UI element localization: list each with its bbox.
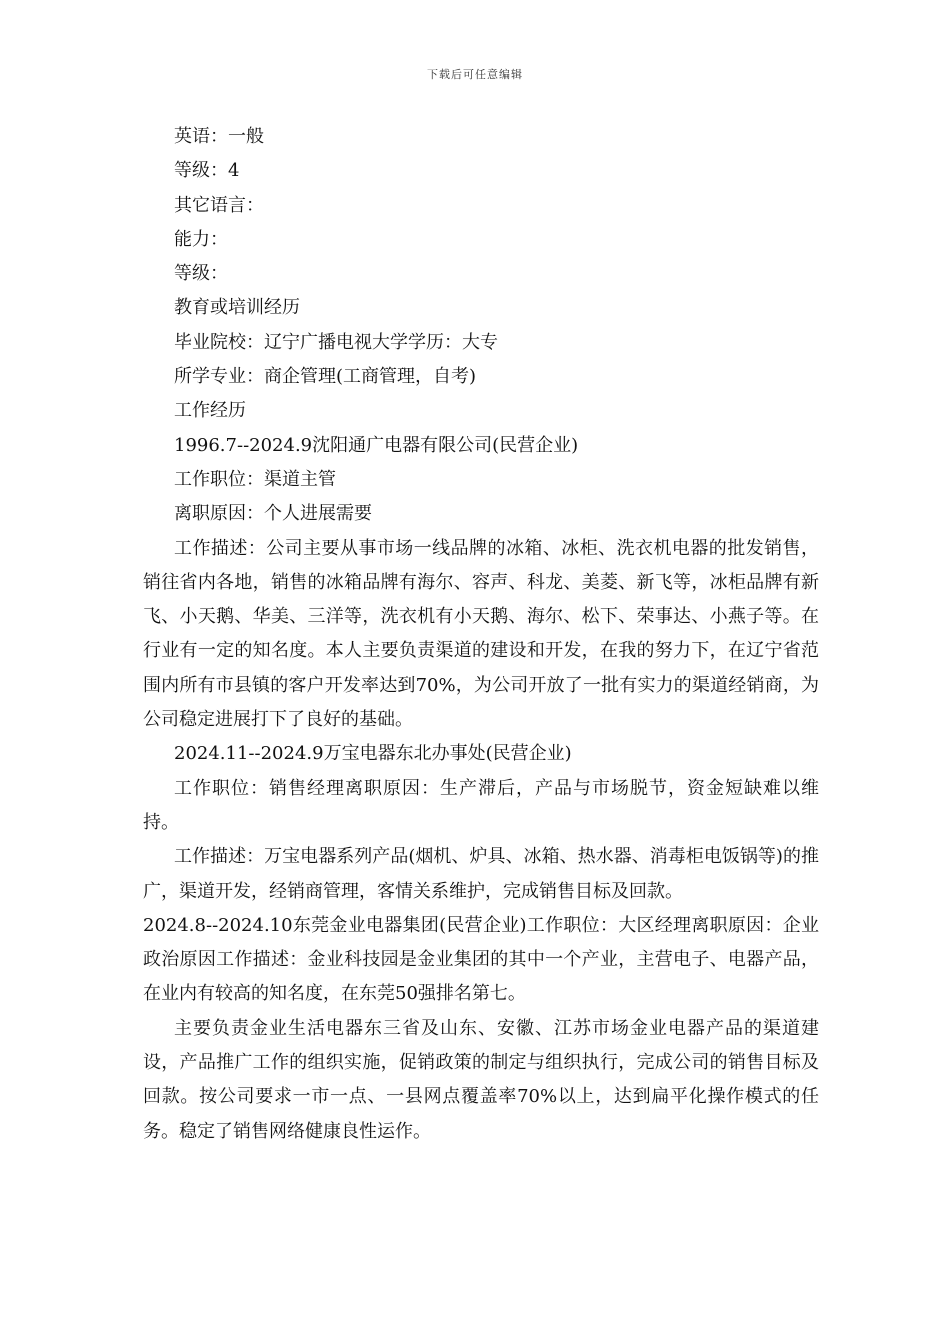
major: 所学专业：商企管理(工商管理，自考) bbox=[174, 366, 477, 388]
english-level: 英语：一般 bbox=[174, 126, 264, 147]
resume-content bbox=[143, 120, 819, 1149]
education-heading: 教育或培训经历 bbox=[174, 297, 300, 319]
job1-title: 工作职位：渠道主管 bbox=[174, 468, 336, 490]
job1-description: 工作描述：公司主要从事市场一线品牌的冰箱、冰柜、洗衣机电器的批发销售，销往省内各地，销售的冰箱品牌有海尔、容声、科龙、美菱、新飞等，冰柜品牌有新飞、小天鹅、华美、三洋等，洗衣机有小天鹅、海尔、松下、荣事达、小燕子等。在行业有一定的知名度。本人主要负责渠道的建设和开发，在我的努力下，在辽宁省范围内所有市县镇的客户开发率达到70%，为公司开放了一批有实力的渠道经销商，为公司稳定进展打下了良好的基础。 bbox=[143, 537, 819, 731]
work-experience-heading: 工作经历 bbox=[174, 400, 246, 422]
job2-title: 工作职位：销售经理离职原因：生产滞后，产品与市场脱节，资金短缺难以维持。 bbox=[143, 777, 819, 833]
graduate-school: 毕业院校：辽宁广播电视大学学历：大专 bbox=[174, 331, 498, 353]
header-note: 下载后可任意编辑 bbox=[427, 68, 523, 81]
other-language-ability: 能力： bbox=[174, 228, 228, 250]
job2-description: 工作描述：万宝电器系列产品(烟机、炉具、冰箱、热水器、消毒柜电饭锅等)的推广，渠道开发，经销商管理，客情关系维护，完成销售目标及回款。 bbox=[143, 846, 819, 902]
other-language-grade: 等级： bbox=[174, 263, 228, 285]
job1-leave-reason: 离职原因：个人进展需要 bbox=[174, 503, 372, 525]
job3-duties: 主要负责金业生活电器东三省及山东、安徽、江苏市场金业电器产品的渠道建设，产品推广工作的组织实施，促销政策的制定与组织执行，完成公司的销售目标及回款。按公司要求一市一点、一县网点覆盖率70%以上，达到扁平化操作模式的任务。稳定了销售网络健康良性运作。 bbox=[143, 1017, 819, 1142]
job1-period: 1996.7--2024.9沈阳通广电器有限公司(民营企业) bbox=[174, 434, 579, 456]
english-grade: 等级：4 bbox=[174, 160, 240, 182]
job3-description: 2024.8--2024.10东莞金业电器集团(民营企业)工作职位：大区经理离职原因：企业政治原因工作描述：金业科技园是金业集团的其中一个产业，主营电子、电器产品，在业内有较高的知名度，在东莞50强排名第七。 bbox=[143, 914, 819, 1005]
job2-period: 2024.11--2024.9万宝电器东北办事处(民营企业) bbox=[174, 743, 572, 765]
other-language: 其它语言： bbox=[174, 194, 264, 216]
